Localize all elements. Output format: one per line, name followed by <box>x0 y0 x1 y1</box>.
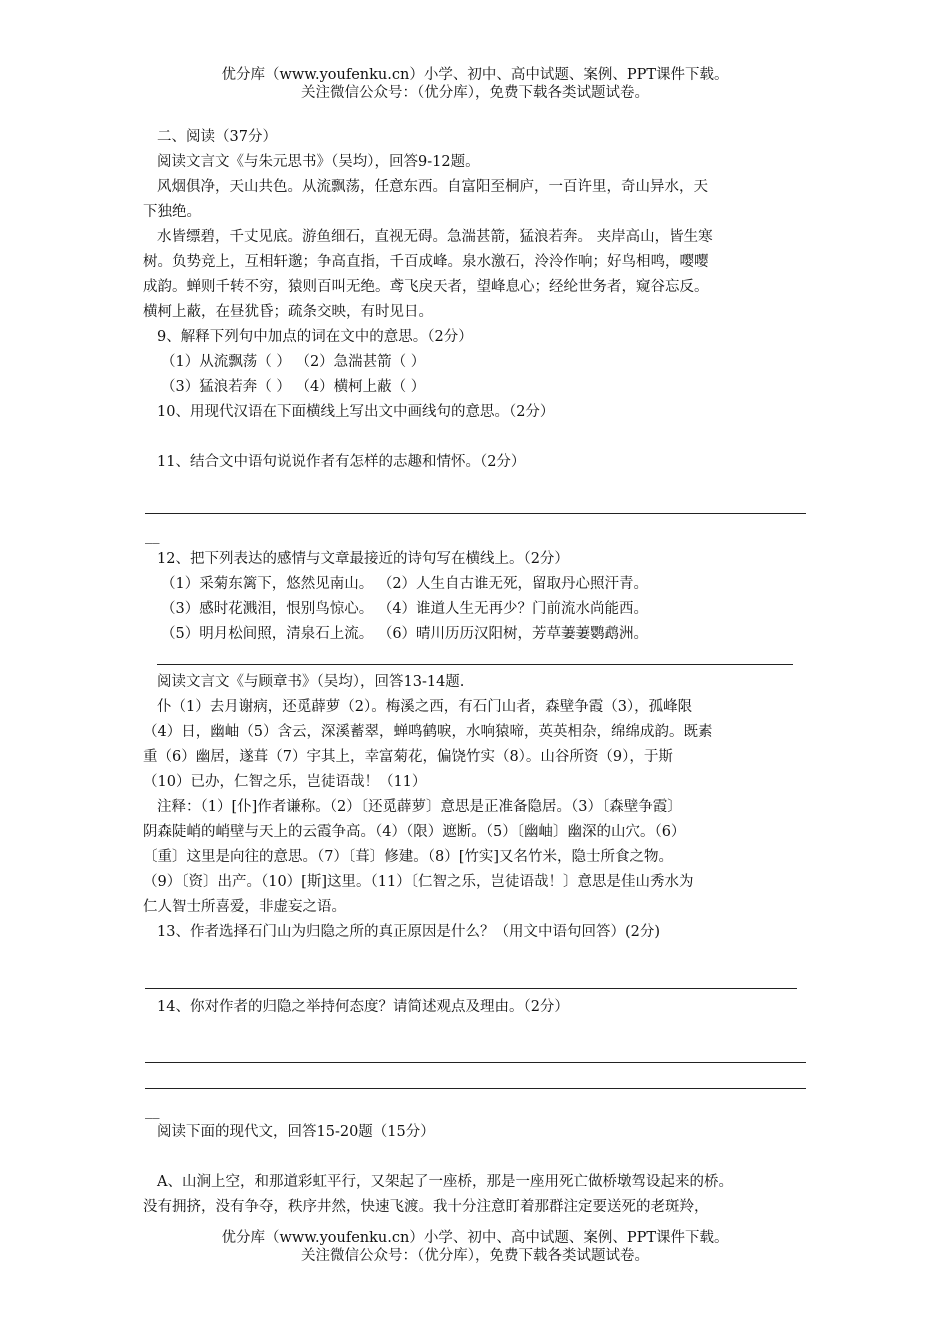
passage3-line: 没有拥挤，没有争夺，秩序井然，快速飞渡。我十分注意盯着那群注定要送死的老斑羚， <box>143 1199 709 1215</box>
q11-answer-line[interactable] <box>145 513 806 514</box>
q9-options-row-1: （1）从流飘荡（ ） （2）急湍甚箭（ ） <box>161 354 426 370</box>
q12-stem: 12、把下列表达的感情与文章最接近的诗句写在横线上。（2分） <box>157 551 569 567</box>
q12-answer-line[interactable] <box>157 664 793 665</box>
passage3-block <box>143 1120 823 1145</box>
q11-stem: 11、结合文中语句说说作者有怎样的志趣和情怀。（2分） <box>157 454 526 470</box>
passage2-block <box>143 670 823 945</box>
passage1-line: 横柯上蔽，在昼犹昏；疏条交映，有时见日。 <box>143 304 433 320</box>
page-header <box>0 66 950 102</box>
passage2-line: 仆（1）去月谢病，还觅薜萝（2）。梅溪之西，有石门山者，森壁争霞（3），孤峰限 <box>157 699 693 715</box>
q12-option-row: （1）采菊东篱下，悠然见南山。 （2）人生自古谁无死，留取丹心照汗青。 <box>161 576 649 592</box>
passage3-intro: 阅读下面的现代文，回答15-20题（15分） <box>157 1124 435 1140</box>
passage2-line: （10）已办，仁智之乐，岂徒语哉！（11） <box>143 774 427 790</box>
q14-answer-line-2[interactable] <box>145 1088 806 1089</box>
q9-options-row-2: （3）猛浪若奔（ ） （4）横柯上蔽（ ） <box>161 379 426 395</box>
q14-block <box>143 995 823 1020</box>
passage2-note: （9）〔资〕出产。（10）[斯]这里。（11）〔仁智之乐，岂徒语哉！〕意思是佳山秀水为 <box>143 874 694 890</box>
footer-line-2: 关注微信公众号：（优分库），免费下载各类试题试卷。 <box>301 1248 649 1264</box>
q10-stem: 10、用现代汉语在下面横线上写出文中画线句的意思。（2分） <box>157 404 555 420</box>
passage1-line: 水皆缥碧，千丈见底。游鱼细石，直视无碍。急湍甚箭，猛浪若奔。 夹岸高山，皆生寒 <box>157 229 713 245</box>
passage2-note: 阴森陡峭的峭壁与天上的云霞争高。（4）（限）遮断。（5）〔幽岫〕幽深的山穴。（6） <box>143 824 686 840</box>
q12-option-row: （5）明月松间照，清泉石上流。 （6）晴川历历汉阳树，芳草萋萋鹦鹉洲。 <box>161 626 649 642</box>
q14-stem: 14、你对作者的归隐之举持何态度？请简述观点及理由。（2分） <box>157 999 569 1015</box>
q11-answer-line-tail: __ <box>145 528 160 544</box>
q13-answer-line[interactable] <box>145 988 797 989</box>
reading-section <box>143 125 808 475</box>
passage2-note: 〔重〕这里是向往的意思。（7）〔葺〕修建。（8）[竹实]又名竹米，隐士所食之物。 <box>143 849 674 865</box>
passage2-line: （4）日，幽岫（5）含云，深溪蓄翠，蝉鸣鹤唳，水响猿啼，英英相杂，绵绵成韵。既素 <box>143 724 713 740</box>
passage2-note: 注释：（1）[仆]作者谦称。（2）〔还觅薜萝〕意思是正准备隐居。（3）〔森壁争霞〕 <box>157 799 682 815</box>
q14-answer-line-1[interactable] <box>145 1062 806 1063</box>
passage2-line: 重（6）幽居，遂葺（7）宇其上，幸富菊花，偏饶竹实（8）。山谷所资（9），于斯 <box>143 749 673 765</box>
q9-stem: 9、解释下列句中加点的词在文中的意思。（2分） <box>157 329 473 345</box>
q13-stem: 13、作者选择石门山为归隐之所的真正原因是什么？（用文中语句回答）(2分) <box>157 924 660 940</box>
passage1-line: 风烟俱净，天山共色。从流飘荡，任意东西。自富阳至桐庐，一百许里，奇山异水，天 <box>157 179 708 195</box>
section-title: 二、阅读（37分） <box>157 129 277 145</box>
q12-option-row: （3）感时花溅泪，恨别鸟惊心。 （4）谁道人生无再少？门前流水尚能西。 <box>161 601 649 617</box>
page-footer <box>0 1229 950 1265</box>
footer-line-1: 优分库（www.youfenku.cn）小学、初中、高中试题、案例、PPT课件下载。 <box>221 1230 729 1246</box>
passage3-text <box>143 1170 823 1220</box>
passage1-intro: 阅读文言文《与朱元思书》（吴均），回答9-12题。 <box>157 154 480 170</box>
passage3-line: A、山涧上空，和那道彩虹平行，又架起了一座桥，那是一座用死亡做桥墩驾设起来的桥。 <box>157 1174 733 1190</box>
passage1-line: 成韵。蝉则千转不穷，猿则百叫无绝。鸢飞戾天者，望峰息心；经纶世务者，窥谷忘反。 <box>143 279 709 295</box>
q12-block <box>143 547 823 647</box>
passage1-line: 下独绝。 <box>143 204 201 220</box>
q14-answer-line-tail: __ <box>145 1103 160 1119</box>
passage1-line: 树。负势竞上，互相轩邈；争高直指，千百成峰。泉水激石，泠泠作响；好鸟相鸣，嘤嘤 <box>143 254 709 270</box>
passage2-note: 仁人智士所喜爱，非虚妄之语。 <box>143 899 346 915</box>
header-line-2: 关注微信公众号：（优分库），免费下载各类试题试卷。 <box>301 85 649 101</box>
passage2-intro: 阅读文言文《与顾章书》（吴均），回答13-14题. <box>157 674 465 690</box>
header-line-1: 优分库（www.youfenku.cn）小学、初中、高中试题、案例、PPT课件下载。 <box>221 67 729 83</box>
